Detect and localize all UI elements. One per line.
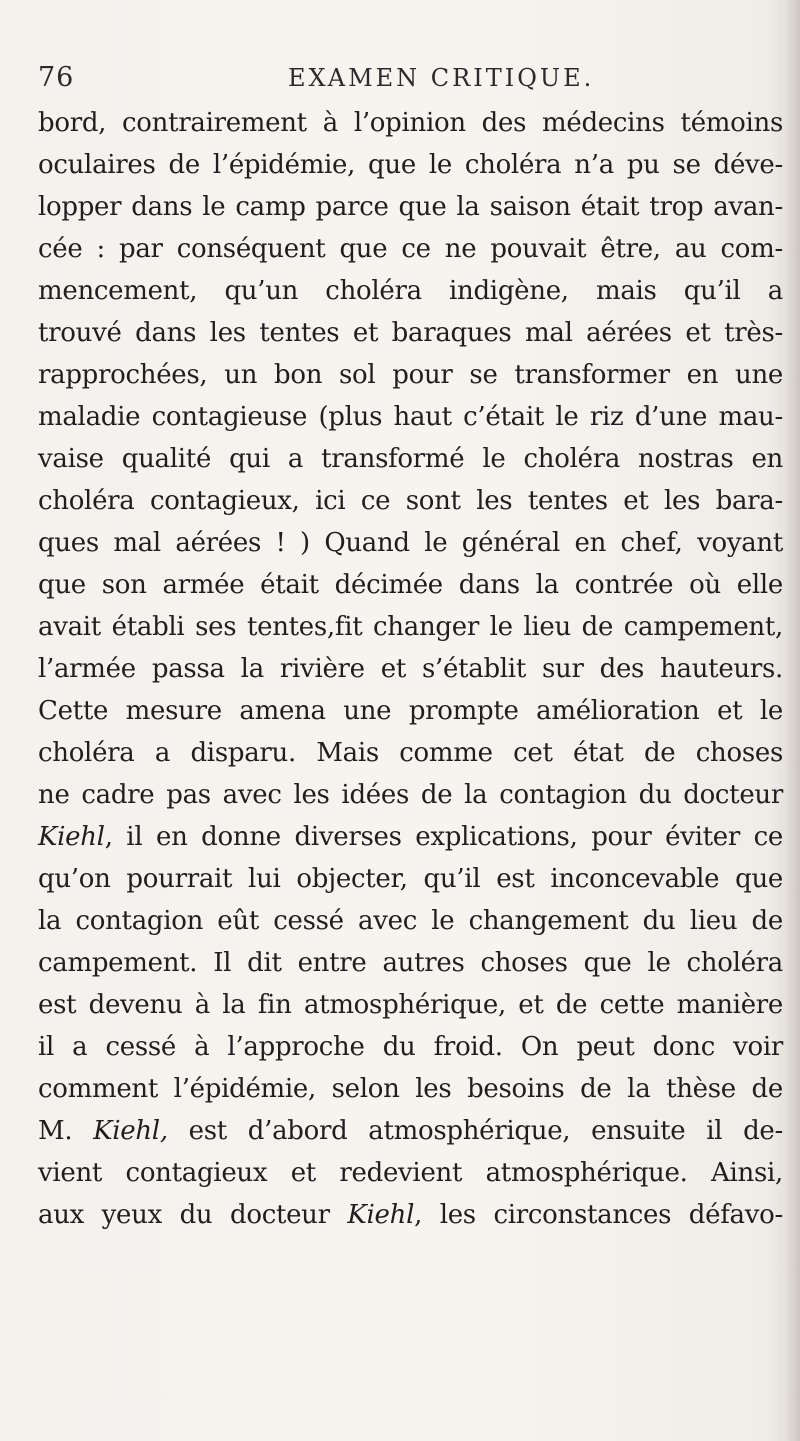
page-number: 76: [38, 62, 75, 93]
text-line: oculaires de l’épidémie, que le choléra n’a pu se déve-: [38, 150, 783, 180]
text-line: rapprochées, un bon sol pour se transformer en une: [38, 360, 783, 390]
text-line: cée : par conséquent que ce ne pouvait être, au com-: [38, 234, 783, 264]
text-line: choléra contagieux, ici ce sont les tentes et les bara-: [38, 486, 783, 516]
page-header: [38, 62, 783, 102]
author-name-italic: Kiehl: [347, 1200, 415, 1230]
text-line: bord, contrairement à l’opinion des médecins témoins: [38, 108, 783, 138]
body-text: [38, 102, 783, 1236]
page-edge-shadow: [786, 0, 800, 1441]
text-line: est devenu à la fin atmosphérique, et de cette manière: [38, 990, 783, 1020]
text-line: choléra a disparu. Mais comme cet état de choses: [38, 738, 783, 768]
text-line: vaise qualité qui a transformé le choléra nostras en: [38, 444, 783, 474]
text-line: lopper dans le camp parce que la saison était trop avan-: [38, 192, 783, 222]
text-line: ne cadre pas avec les idées de la contagion du docteur: [38, 780, 783, 810]
text-fragment: aux yeux du docteur: [38, 1200, 348, 1230]
text-line: l’armée passa la rivière et s’établit sur des hauteurs.: [38, 654, 783, 684]
author-name-italic: Kiehl,: [93, 1116, 168, 1146]
text-line: qu’on pourrait lui objecter, qu’il est inconcevable que: [38, 864, 783, 894]
text-line: trouvé dans les tentes et baraques mal aérées et très-: [38, 318, 783, 348]
text-line: [38, 816, 783, 858]
text-line: mencement, qu’un choléra indigène, mais qu’il a: [38, 276, 783, 306]
text-fragment: , les circonstances défavo-: [414, 1200, 783, 1230]
text-line: que son armée était décimée dans la contrée où elle: [38, 570, 783, 600]
text-line: [38, 1110, 783, 1152]
text-line: comment l’épidémie, selon les besoins de la thèse de: [38, 1074, 783, 1104]
text-line: ques mal aérées ! ) Quand le général en chef, voyant: [38, 528, 783, 558]
text-fragment: M.: [38, 1116, 94, 1146]
text-line: avait établi ses tentes,fit changer le lieu de campement,: [38, 612, 783, 642]
running-head: EXAMEN CRITIQUE.: [288, 64, 595, 92]
text-line: campement. Il dit entre autres choses que le choléra: [38, 948, 783, 978]
text-fragment: , il en donne diverses explications, pour éviter ce: [104, 822, 783, 852]
text-line: il a cessé à l’approche du froid. On peut donc voir: [38, 1032, 783, 1062]
text-line: vient contagieux et redevient atmosphérique. Ainsi,: [38, 1158, 783, 1188]
text-line: la contagion eût cessé avec le changement du lieu de: [38, 906, 783, 936]
text-fragment: est d’abord atmosphérique, ensuite il de-: [167, 1116, 783, 1146]
author-name-italic: Kiehl: [38, 822, 105, 852]
text-line: Cette mesure amena une prompte amélioration et le: [38, 696, 783, 726]
text-line: [38, 1194, 783, 1236]
text-line: maladie contagieuse (plus haut c’était le riz d’une mau-: [38, 402, 783, 432]
